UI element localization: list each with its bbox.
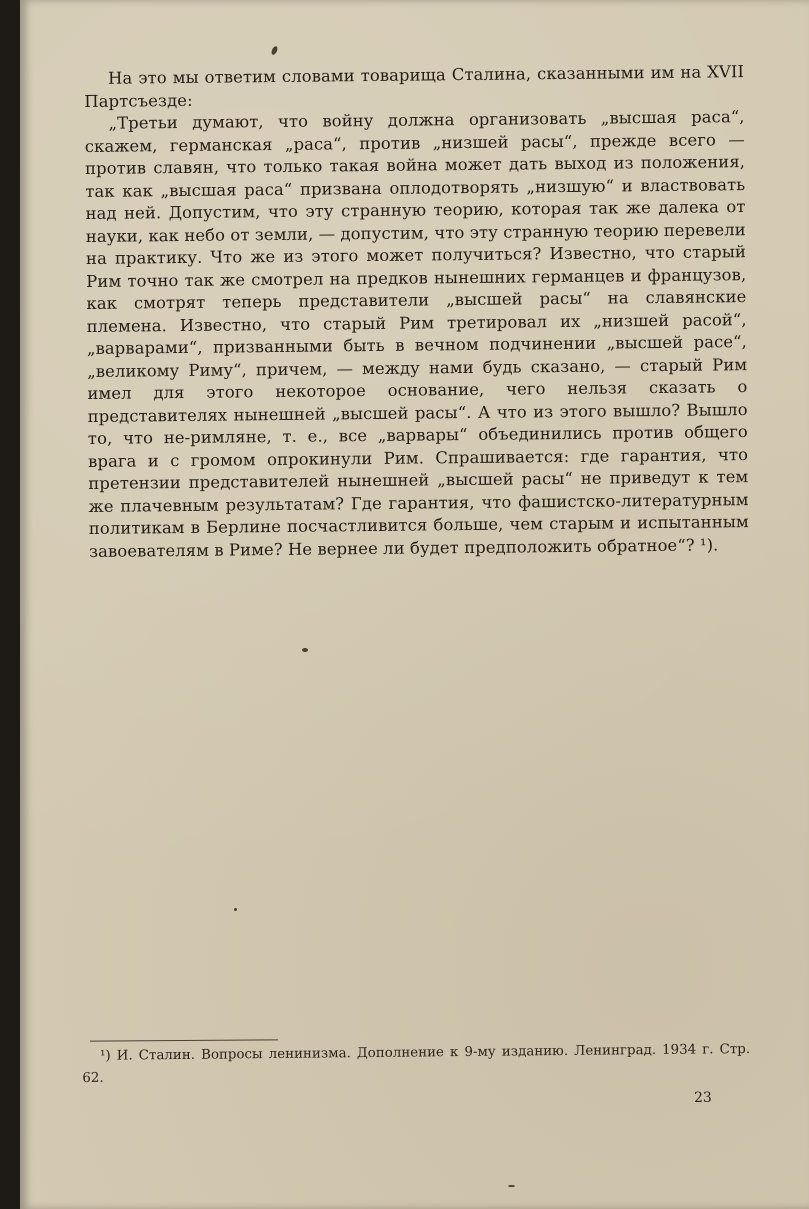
paper-speck	[302, 648, 308, 652]
intro-paragraph: На это мы ответим словами товарища Сталина, сказанными им на XVII Партсъезде:	[84, 62, 745, 111]
page-number: 23	[694, 1090, 712, 1106]
paper-speck	[234, 908, 237, 911]
paper-speck	[508, 1185, 515, 1187]
main-text	[84, 61, 749, 563]
quote-paragraph: „Третьи думают, что войну должна организовать „высшая раса“, скажем, германская „раса“, против „низшей расы“, прежде всего — против славян, что только такая война может дать выход из положения, так как „высшая раса“ призвана оплодотворять „низшую“ и властвовать над ней. Допустим, что эту странную теорию, которая так же далека от науки, как небо от земли, — допустим, что эту странную теорию перевели на практику. Что же из этого может получиться? Известно, что старый Рим точно так же смотрел на предков нынешних германцев и французов, как смотрят теперь представители „высшей расы“ на славянские племена. Известно, что старый Рим третировал их „низшей расой“, „варварами“, призванными быть в вечном подчинении „высшей расе“, „великому Риму“, причем, — между нами будь сказано, — старый Рим имел для этого некоторое основание, чего нельзя сказать о представителях нынешней „высшей расы“. А что из этого вышло? Вышло то, что не-римляне, т. е., все „варвары“ объединились против общего врага и с громом опрокинули Рим. Спрашивается: где гарантия, что претензии представителей нынешней „высшей расы“ не приведут к тем же плачевным результатам? Где гарантия, что фашистско-литературным политикам в Берлине посчастливится больше, чем старым и испытанным завоевателям в Риме? Не вернее ли будет предположить обратное“? ¹).	[84, 107, 749, 561]
footnote-divider	[90, 1039, 278, 1041]
book-page	[20, 0, 809, 1209]
footnote: ¹) И. Сталин. Вопросы ленинизма. Дополнение к 9-му изданию. Ленинград. 1934 г. Стр. 62.	[82, 1042, 751, 1086]
paper-speck	[270, 45, 278, 55]
